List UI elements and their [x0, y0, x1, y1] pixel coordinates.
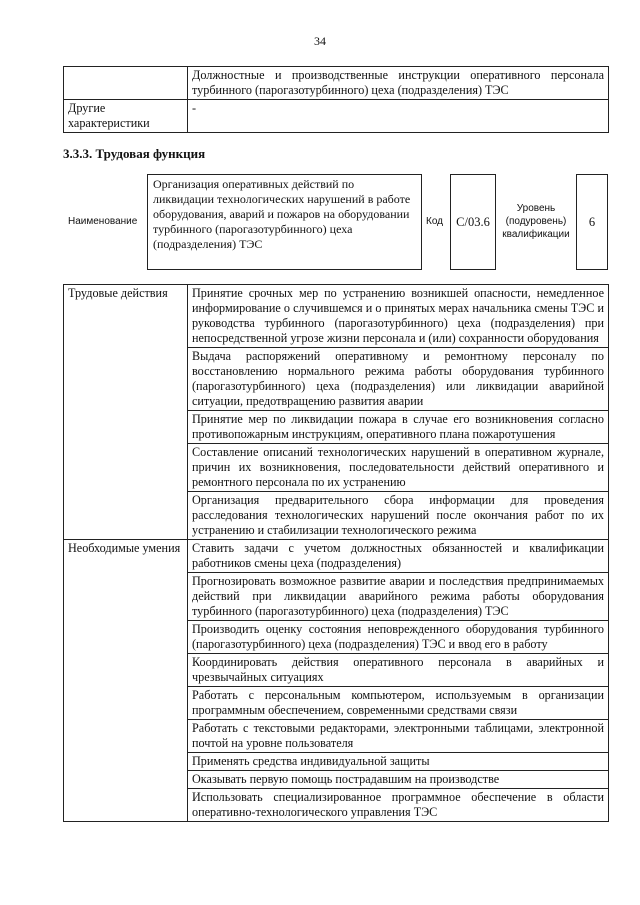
skill-item: Оказывать первую помощь пострадавшим на производстве: [188, 771, 609, 789]
row-value: Должностные и производственные инструкции оперативного персонала турбинного (парогазотурбинного) цеха (подразделения) ТЭС: [188, 67, 609, 100]
skills-label: Необходимые умения: [64, 540, 188, 822]
page-number: 34: [314, 34, 326, 48]
section-title: 3.3.3. Трудовая функция: [63, 146, 206, 161]
skill-item: Координировать действия оперативного персонала в аварийных и чрезвычайных ситуациях: [188, 654, 609, 687]
table-row: [64, 100, 609, 133]
table-row: [64, 540, 609, 573]
characteristics-table: [63, 66, 609, 133]
skill-item: Прогнозировать возможное развитие аварии и последствия предпринимаемых действий при ликвидации аварийного режима работы оборудования турбинного (парогазотурбинного) цеха (подразделения) ТЭС: [188, 573, 609, 621]
labor-actions-label: Трудовые действия: [64, 285, 188, 540]
code-label: Код: [426, 216, 444, 227]
row-label: [64, 67, 188, 100]
labor-action-item: Выдача распоряжений оперативному и ремонтному персоналу по восстановлению нормального режима работы оборудования турбинного (парогазотурбинного) цеха (подразделения) или ликвидации аварийной ситуации, предотвращению развития аварии: [188, 348, 609, 411]
row-label: Другие характеристики: [64, 100, 188, 133]
skill-item: Работать с персональным компьютером, используемым в организации программным обеспечением, современными средствами связи: [188, 687, 609, 720]
table-row: [64, 285, 609, 348]
labor-action-item: Составление описаний технологических нарушений в оперативном журнале, причин их возникновения, последовательности действий оперативного и ремонтного персонала по их устранению: [188, 444, 609, 492]
level-label: Уровень (подуровень) квалификации: [502, 203, 570, 240]
labor-action-item: Принятие срочных мер по устранению возникшей опасности, немедленное информирование о случившемся и о принятых мерах начальника смены ТЭС и руководства турбинного (парогазотурбинного) цеха (подразделения) при непосредственной угрозе жизни персонала и (или) сохранности оборудования: [188, 285, 609, 348]
row-value: -: [188, 100, 609, 133]
qualification-level: 6: [576, 174, 608, 270]
skill-item: Использовать специализированное программное обеспечение в области оперативно-технологического управления ТЭС: [188, 789, 609, 822]
skill-item: Производить оценку состояния неповрежденного оборудования турбинного (парогазотурбинного) цеха (подразделения) ТЭС и ввод его в работу: [188, 621, 609, 654]
labor-action-item: Принятие мер по ликвидации пожара в случае его возникновения согласно противопожарным инструкциям, оперативного плана пожаротушения: [188, 411, 609, 444]
function-code: C/03.6: [450, 174, 496, 270]
labor-action-item: Организация предварительного сбора информации для проведения расследования технологических нарушений после окончания работ по их устранению и стабилизации технологического режима: [188, 492, 609, 540]
table-row: [64, 67, 609, 100]
skill-item: Ставить задачи с учетом должностных обязанностей и квалификации работников смены цеха (подразделения): [188, 540, 609, 573]
skill-item: Применять средства индивидуальной защиты: [188, 753, 609, 771]
function-name: Организация оперативных действий по ликвидации технологических нарушений в работе оборудования, аварий и пожаров на оборудовании турбинного (парогазотурбинного) цеха (подразделения) ТЭС: [147, 174, 422, 270]
name-label: Наименование: [68, 216, 138, 227]
function-details-table: [63, 284, 609, 822]
skill-item: Работать с текстовыми редакторами, электронными таблицами, электронной почтой на уровне пользователя: [188, 720, 609, 753]
